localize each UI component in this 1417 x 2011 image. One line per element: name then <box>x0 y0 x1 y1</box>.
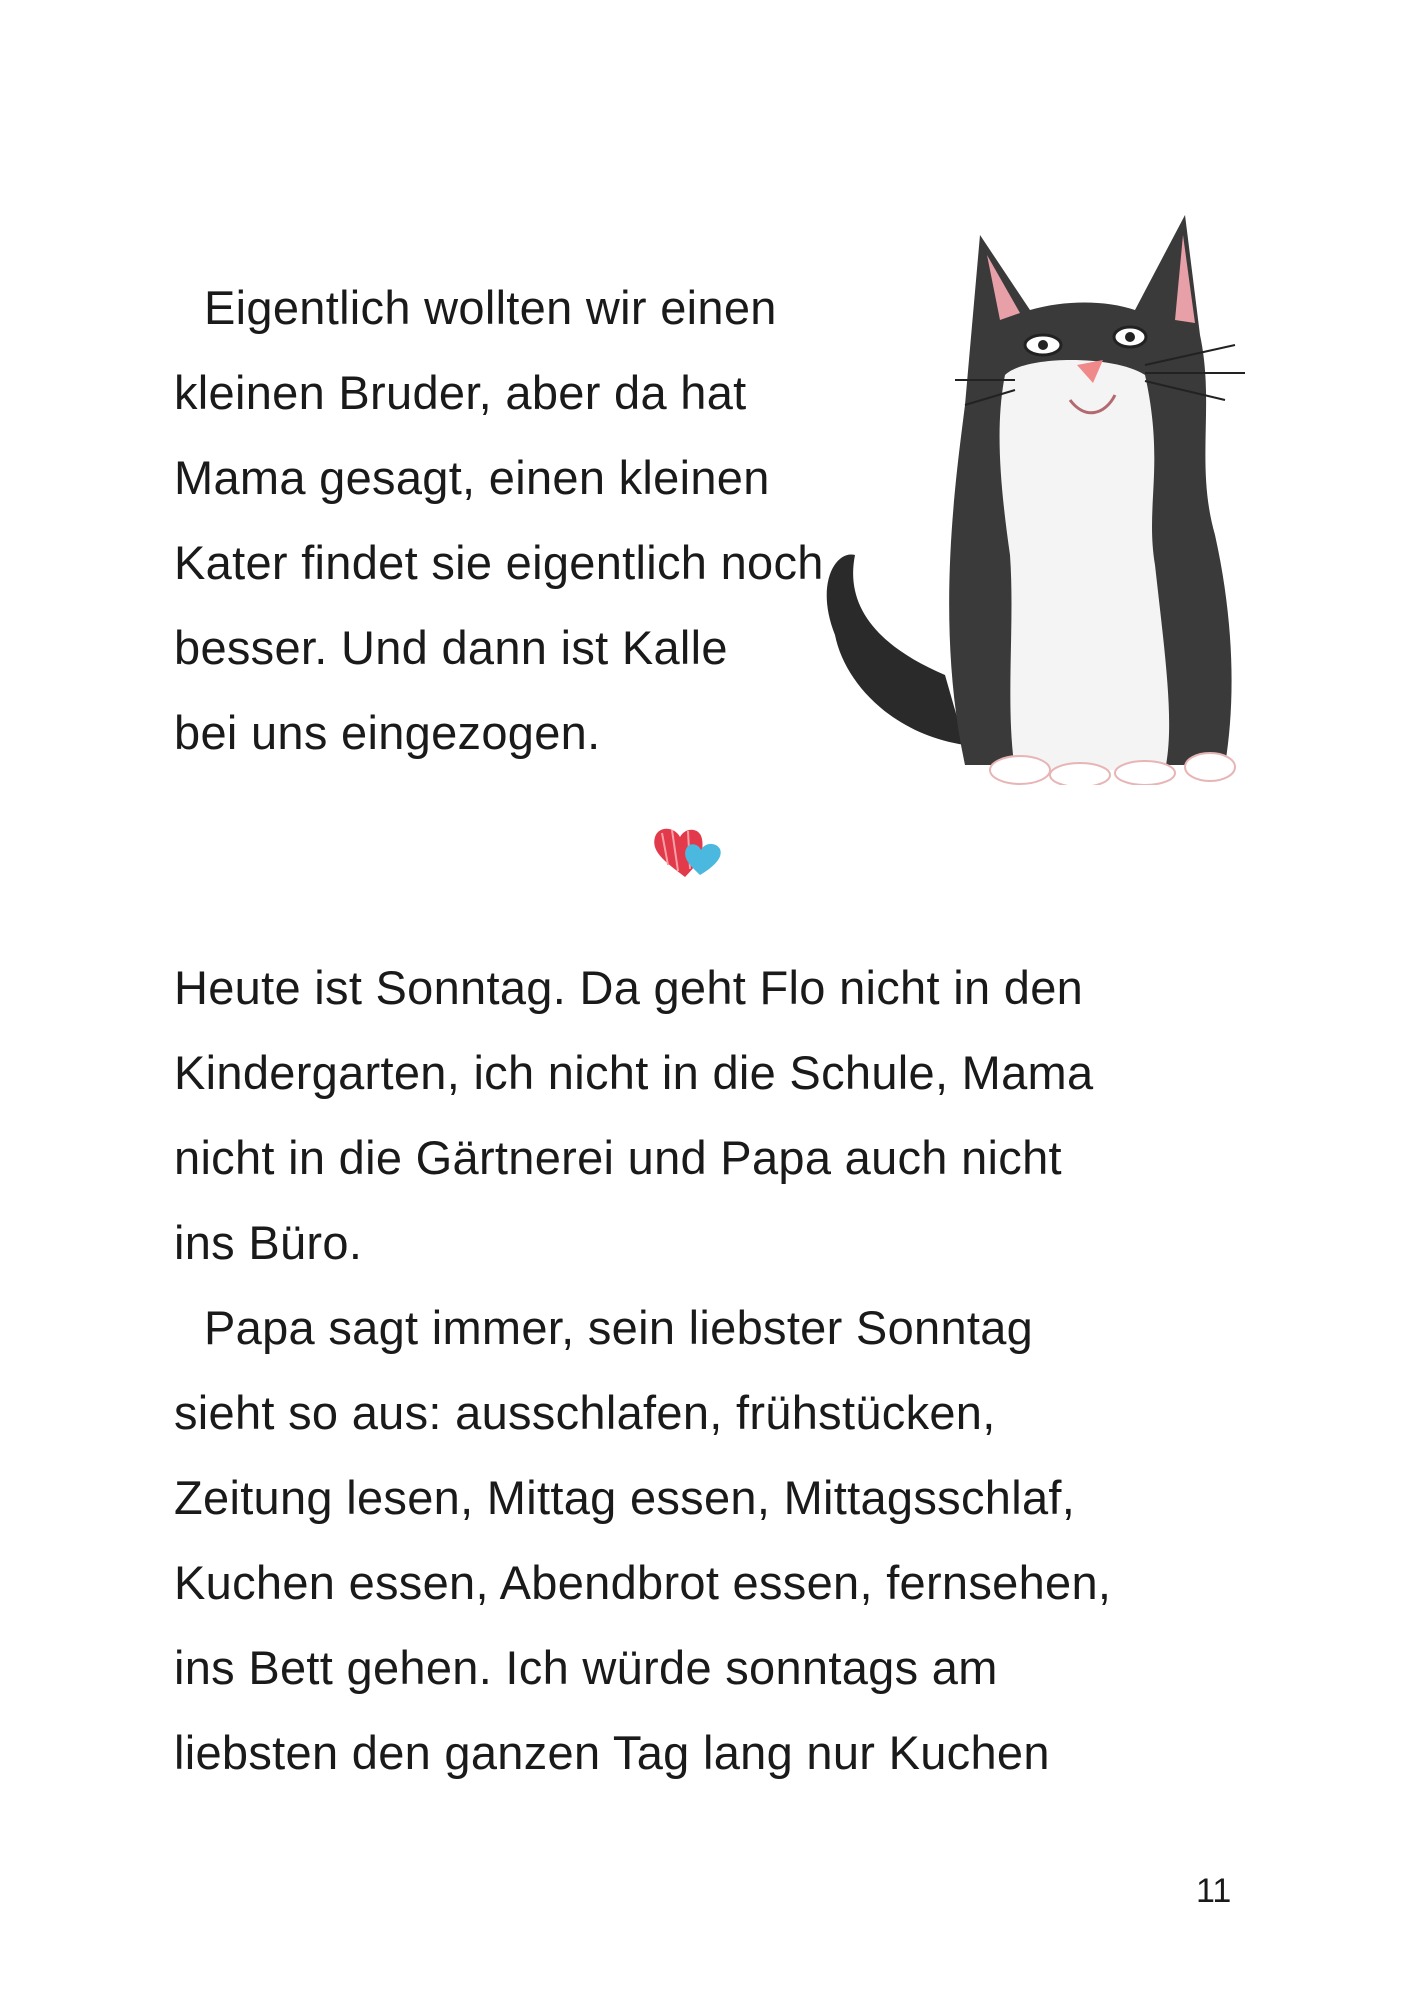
text-line: liebsten den ganzen Tag lang nur Kuchen <box>174 1726 1050 1779</box>
text-line: Zeitung lesen, Mittag essen, Mittagsschlaf, <box>174 1471 1076 1524</box>
text-line: ins Büro. <box>174 1216 363 1269</box>
text-line: ins Bett gehen. Ich würde sonntags am <box>174 1641 998 1694</box>
text-line: Heute ist Sonntag. Da geht Flo nicht in den <box>174 961 1084 1014</box>
text-line: Kuchen essen, Abendbrot essen, fernsehen, <box>174 1556 1112 1609</box>
cat-illustration <box>815 205 1285 785</box>
text-line: Kater findet sie eigentlich noch <box>174 536 824 589</box>
hearts-divider-icon <box>650 825 728 880</box>
text-line: Kindergarten, ich nicht in die Schule, Mama <box>174 1046 1094 1099</box>
text-line: kleinen Bruder, aber da hat <box>174 366 747 419</box>
text-line: bei uns eingezogen. <box>174 706 601 759</box>
text-line: Papa sagt immer, sein liebster Sonntag <box>204 1301 1034 1354</box>
text-line: Eigentlich wollten wir einen <box>204 281 777 334</box>
text-line: nicht in die Gärtnerei und Papa auch nicht <box>174 1131 1062 1184</box>
page-number: 11 <box>1196 1872 1232 1910</box>
text-line: besser. Und dann ist Kalle <box>174 621 728 674</box>
text-line: sieht so aus: ausschlafen, frühstücken, <box>174 1386 996 1439</box>
text-line: Mama gesagt, einen kleinen <box>174 451 770 504</box>
